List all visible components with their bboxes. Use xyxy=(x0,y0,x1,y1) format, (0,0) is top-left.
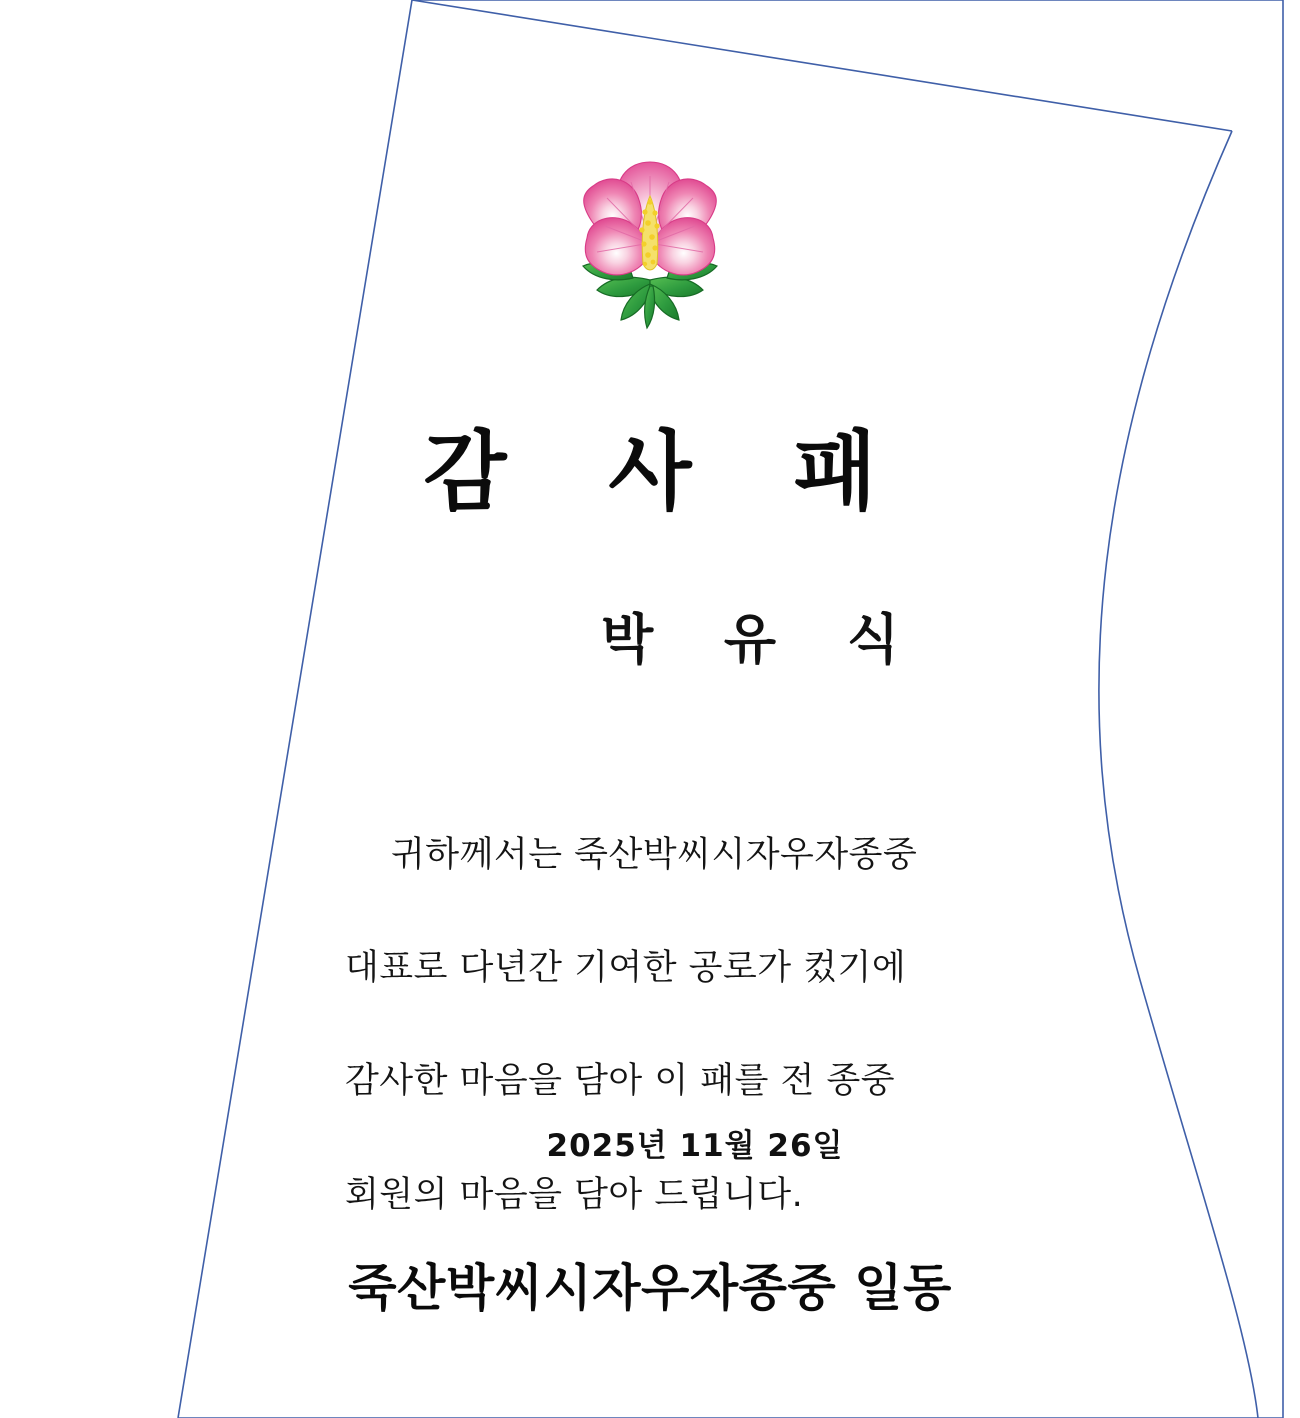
award-date: 2025년 11월 26일 xyxy=(546,1128,844,1164)
emblem-container xyxy=(0,138,1300,342)
citation-line: 대표로 다년간 기여한 공로가 컸기에 xyxy=(345,948,907,989)
recipient-name: 박 유 식 xyxy=(600,608,926,671)
issuer-name: 죽산박씨시자우자종중 일동 xyxy=(348,1259,952,1317)
citation-body xyxy=(345,770,1045,1280)
citation-line: 회원의 마음을 담아 드립니다. xyxy=(345,1174,804,1215)
page-title: 감 사 패 xyxy=(423,422,913,522)
mugunghwa-flower-icon xyxy=(535,138,765,338)
citation-line: 귀하께서는 죽산박씨시자우자종중 xyxy=(391,834,918,875)
citation-line: 감사한 마음을 담아 이 패를 전 종중 xyxy=(345,1061,896,1102)
